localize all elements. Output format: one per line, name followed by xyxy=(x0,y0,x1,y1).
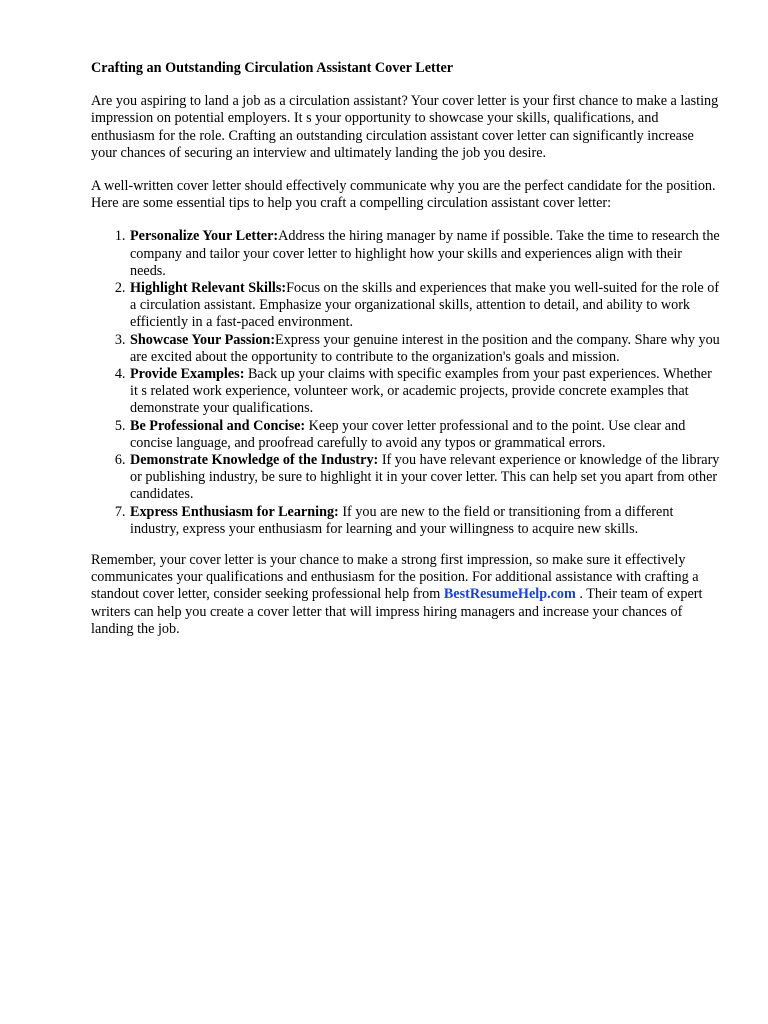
tip-text: If you have relevant experience or knowledge of the library or publishing industry, be sure to highlight it in your cover letter. This can help set you apart from other candidates. xyxy=(130,452,720,503)
intro-paragraph: Are you aspiring to land a job as a circulation assistant? Your cover letter is your first chance to make a lasting impression on potential employers. It s your opportunity to showcase your skills, qualifications, and enthusiasm for the role. Crafting an outstanding circulation assistant cover letter can significantly increase your chances of securing an interview and ultimately landing the job you desire. xyxy=(91,93,719,161)
tip-text: If you are new to the field or transitioning from a different industry, express your enthusiasm for learning and your willingness to acquire new skills. xyxy=(130,503,674,537)
tip-text: Express your genuine interest in the position and the company. Share why you are excited about the opportunity to contribute to the organization's goals and mission. xyxy=(130,331,720,365)
lead-paragraph: A well-written cover letter should effectively communicate why you are the perfect candidate for the position. Here are some essential tips to help you craft a compelling circulation assistant cover letter: xyxy=(91,178,716,212)
tip-item-highlight-skills xyxy=(129,280,721,332)
tip-text: Focus on the skills and experiences that make you well-suited for the role of a circulation assistant. Emphasize your organizational skills, attention to detail, and ability to work efficiently in a fast-paced environment. xyxy=(130,280,720,331)
tip-item-provide-examples xyxy=(129,366,721,418)
tip-heading: Highlight Relevant Skills: xyxy=(130,280,287,297)
tip-item-showcase-passion xyxy=(129,332,721,366)
closing-text-after-link: . Their team of expert writers can help you create a cover letter that will impress hiring managers and increase your chances of landing the job. xyxy=(91,586,703,637)
document-title: Crafting an Outstanding Circulation Assistant Cover Letter xyxy=(91,60,454,76)
closing-paragraph xyxy=(91,552,721,638)
tip-item-industry-knowledge xyxy=(129,452,721,504)
tips-list xyxy=(91,228,721,538)
tip-heading: Be Professional and Concise: xyxy=(130,417,306,434)
tip-item-professional-concise xyxy=(129,418,721,452)
tip-heading: Demonstrate Knowledge of the Industry: xyxy=(130,452,379,469)
tip-item-personalize xyxy=(129,228,721,280)
bestresumehelp-link[interactable]: BestResumeHelp.com xyxy=(443,586,576,603)
tip-text: Address the hiring manager by name if possible. Take the time to research the company and tailor your cover letter to highlight how your skills and experiences align with their needs. xyxy=(130,228,720,279)
tip-heading: Express Enthusiasm for Learning: xyxy=(130,503,339,520)
tip-text: Keep your cover letter professional and to the point. Use clear and concise language, and proofread carefully to avoid any typos or grammatical errors. xyxy=(130,417,686,451)
closing-text-before-link: Remember, your cover letter is your chance to make a strong first impression, so make sure it effectively communicates your qualifications and enthusiasm for the position. For additional assistance with crafting a standout cover letter, consider seeking professional help from xyxy=(91,552,699,603)
tip-heading: Provide Examples: xyxy=(130,366,245,383)
tip-text: Back up your claims with specific examples from your past experiences. Whether it s related work experience, volunteer work, or academic projects, provide concrete examples that demonstrate your qualifications. xyxy=(130,366,712,417)
document-page xyxy=(91,60,721,654)
tip-item-enthusiasm-learning xyxy=(129,504,721,538)
tip-heading: Personalize Your Letter: xyxy=(130,228,279,245)
tip-heading: Showcase Your Passion: xyxy=(130,331,276,348)
